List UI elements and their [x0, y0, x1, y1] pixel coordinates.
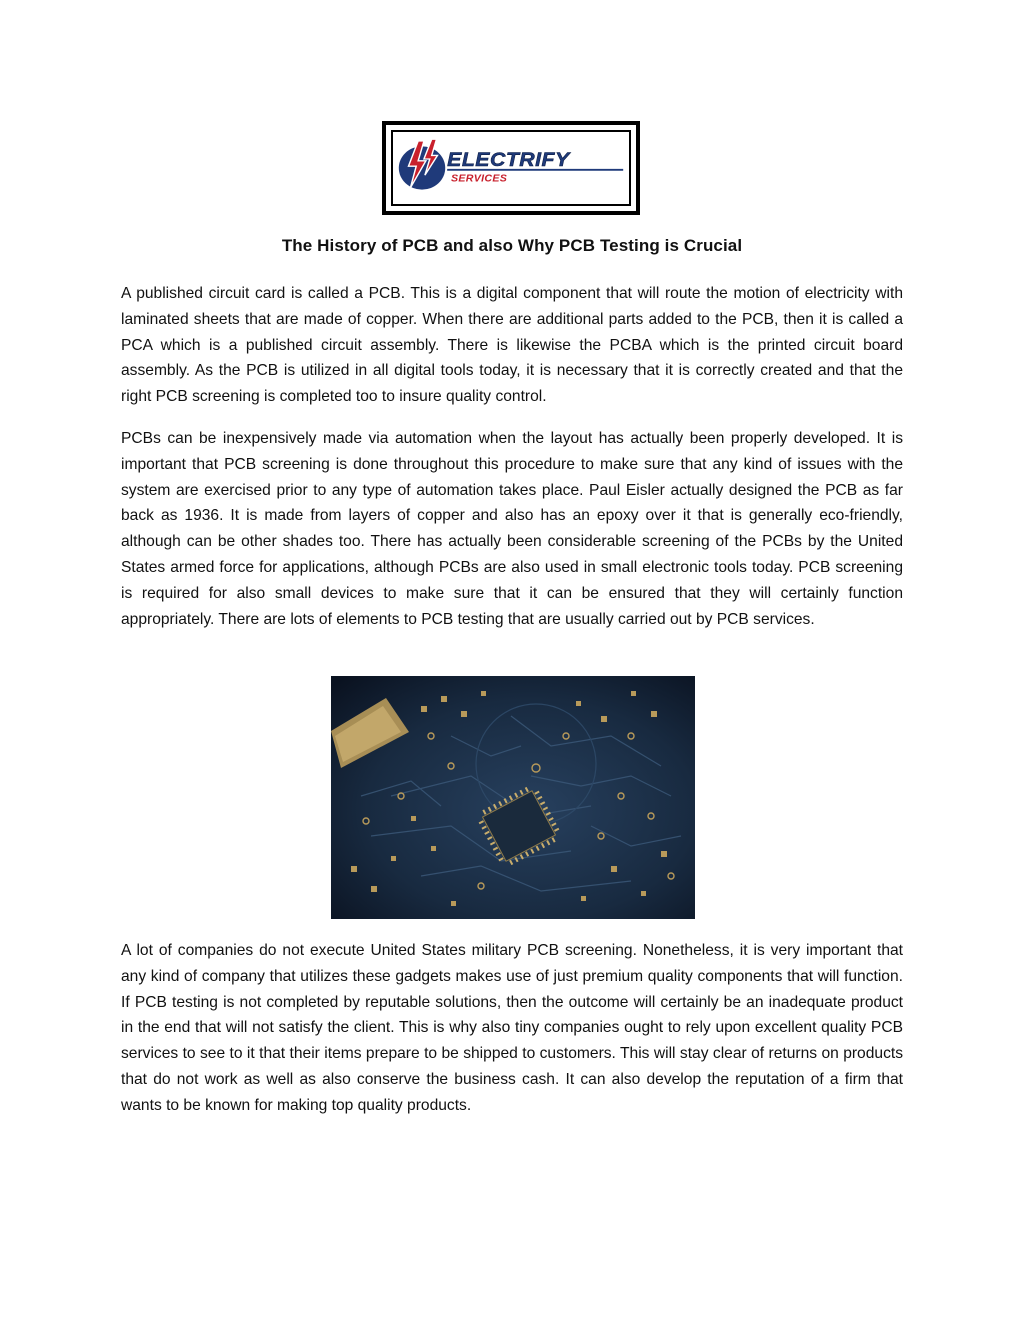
paragraph-2: PCBs can be inexpensively made via automation when the layout has actually been properly developed. It is important that PCB screening is done throughout this procedure to make sure that any kind of issues with the system are exercised prior to any type of automation takes place. Paul Eisler actually designed the PCB as far back as 1936. It is made from layers of copper and also has an epoxy over it that is generally eco-friendly, although can be other shades too. There has actually been considerable screening of the PCBs by the United States armed force for applications, although PCBs are also used in small electronic tools today. PCB screening is required for also small devices to make sure that it can be ensured that they will certainly function appropriately. There are lots of elements to PCB testing that are usually carried out by PCB services. — [121, 430, 903, 628]
logo-graphic — [393, 132, 629, 204]
brand-subtitle: SERVICES — [451, 173, 508, 185]
page-title: The History of PCB and also Why PCB Testing is Crucial — [281, 236, 743, 255]
company-logo — [382, 121, 640, 215]
brand-name: ELECTRIFY — [447, 148, 570, 172]
paragraph-3: A lot of companies do not execute United States military PCB screening. Nonetheless, it is very important that any kind of company that utilizes these gadgets makes use of just premium quality components that will function. If PCB testing is not completed by reputable solutions, then the outcome will certainly be an inadequate product in the end that will not satisfy the client. This is why also tiny companies ought to rely upon excellent quality PCB services to see to it that their items prepare to be shipped to customers. This will stay clear of returns on products that do not work as well as also conserve the business cash. It can also develop the reputation of a firm that wants to be known for making top quality products. — [121, 942, 903, 1114]
circuit-board-photo — [331, 676, 695, 919]
paragraph-1: A published circuit card is called a PCB. This is a digital component that will route the motion of electricity with laminated sheets that are made of copper. When there are additional parts added to the PCB, then it is called a PCA which is a published circuit assembly. There is likewise the PCBA which is the printed circuit board assembly. As the PCB is utilized in all digital tools today, it is necessary that it is correctly created and that the right PCB screening is completed too to insure quality control. — [121, 285, 903, 406]
